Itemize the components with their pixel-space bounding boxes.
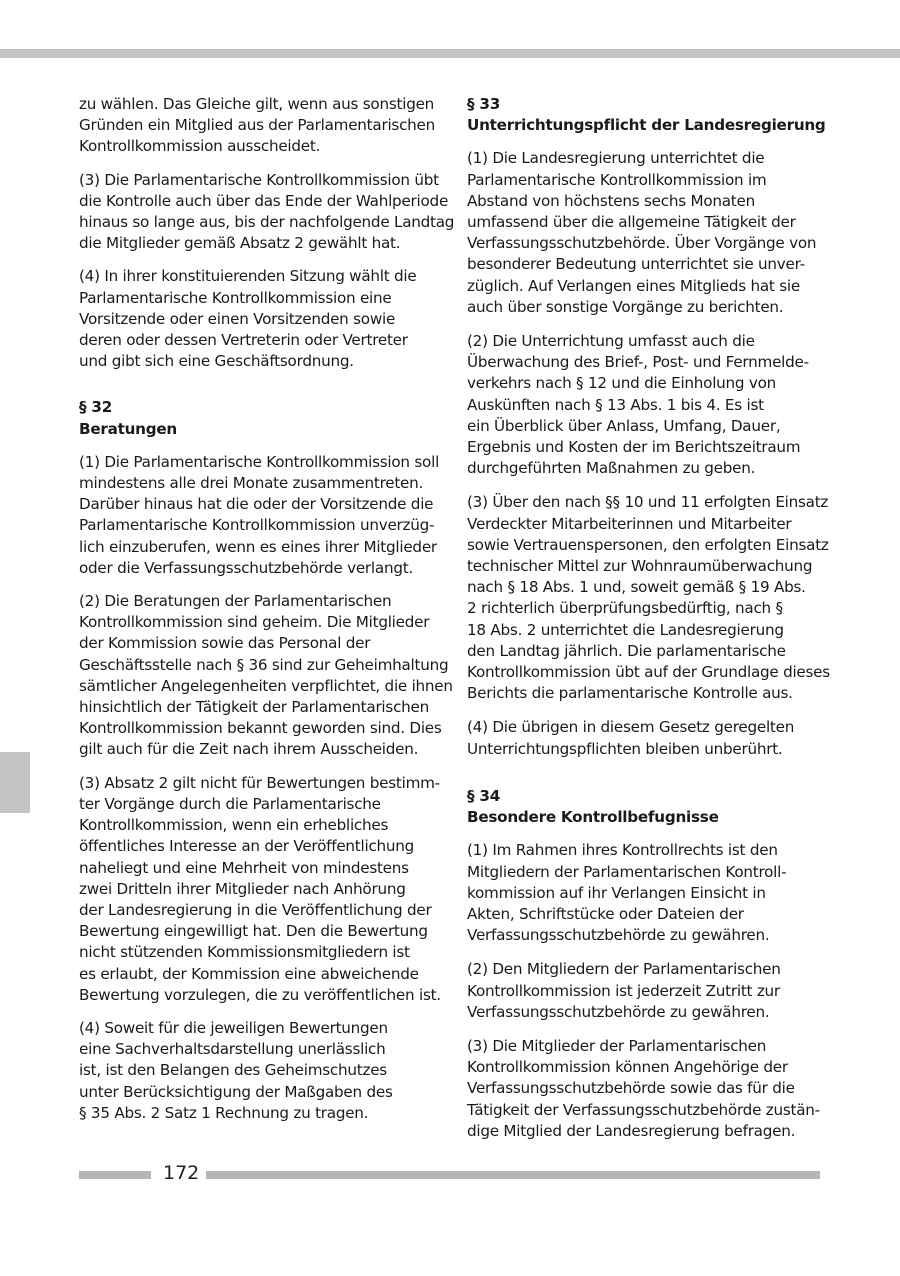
- text-line: Kontrollkommission bekannt geworden sind. Dies: [79, 719, 442, 738]
- text-line: (1) Im Rahmen ihres Kontrollrechts ist den: [467, 841, 778, 860]
- text-line: Gründen ein Mitglied aus der Parlamentarischen: [79, 116, 436, 135]
- text-line: sowie Vertrauenspersonen, den erfolgten Einsatz: [467, 535, 829, 554]
- text-line: der Landesregierung in die Veröffentlichung der: [79, 900, 432, 919]
- text-line: (3) Absatz 2 gilt nicht für Bewertungen bestimm-: [79, 773, 440, 792]
- text-line: (1) Die Parlamentarische Kontrollkommission soll: [79, 452, 440, 471]
- text-line: und gibt sich eine Geschäftsordnung.: [79, 352, 354, 371]
- paragraph-2: [79, 591, 453, 761]
- text-line: züglich. Auf Verlangen eines Mitglieds hat sie: [467, 276, 800, 295]
- paragraph-1: [467, 148, 819, 318]
- text-line: Verfassungsschutzbehörde zu gewähren.: [467, 1002, 770, 1021]
- text-line: hinaus so lange aus, bis der nachfolgende Landtag: [79, 213, 455, 232]
- text-line: naheliegt und eine Mehrheit von mindestens: [79, 858, 409, 877]
- text-line: eine Sachverhaltsdarstellung unerlässlich: [79, 1040, 386, 1059]
- text-line: (2) Die Beratungen der Parlamentarischen: [79, 592, 392, 611]
- text-line: Parlamentarische Kontrollkommission unverzüg-: [79, 516, 435, 535]
- footer-rule-right: [206, 1171, 820, 1179]
- text-line: Abstand von höchstens sechs Monaten: [467, 191, 755, 210]
- text-line: mindestens alle drei Monate zusammentreten.: [79, 474, 424, 493]
- text-line: die Kontrolle auch über das Ende der Wahlperiode: [79, 191, 449, 210]
- text-line: besonderer Bedeutung unterrichtet sie unver-: [467, 255, 805, 274]
- paragraph: [79, 94, 436, 158]
- text-line: (4) Soweit für die jeweiligen Bewertungen: [79, 1018, 388, 1037]
- text-line: es erlaubt, der Kommission eine abweichende: [79, 964, 419, 983]
- text-line: den Landtag jährlich. Die parlamentarische: [467, 641, 786, 660]
- text-line: nach § 18 Abs. 1 und, soweit gemäß § 19 Abs.: [467, 578, 806, 597]
- section-title: Besondere Kontrollbefugnisse: [467, 808, 719, 827]
- paragraph-2: [467, 331, 819, 479]
- text-line: technischer Mittel zur Wohnraumüberwachung: [467, 557, 813, 576]
- text-line: nicht stützenden Kommissionsmitgliedern ist: [79, 943, 410, 962]
- paragraph-4: [79, 266, 431, 372]
- paragraph-2: [467, 959, 819, 1023]
- text-line: umfassend über die allgemeine Tätigkeit der: [467, 213, 796, 232]
- paragraph-3: [467, 492, 830, 704]
- text-line: (3) Die Mitglieder der Parlamentarischen: [467, 1036, 767, 1055]
- text-line: (2) Den Mitgliedern der Parlamentarischen: [467, 960, 781, 979]
- text-line: Kontrollkommission ist jederzeit Zutritt zur: [467, 981, 780, 1000]
- text-line: (4) In ihrer konstituierenden Sitzung wählt die: [79, 267, 417, 286]
- text-line: durchgeführten Maßnahmen zu geben.: [467, 459, 756, 478]
- text-line: Kontrollkommission sind geheim. Die Mitglieder: [79, 613, 430, 632]
- text-line: Bewertung eingewilligt hat. Den die Bewertung: [79, 922, 428, 941]
- text-line: öffentliches Interesse an der Veröffentlichung: [79, 837, 415, 856]
- text-line: Berichts die parlamentarische Kontrolle aus.: [467, 684, 793, 703]
- text-line: 2 richterlich überprüfungsbedürftig, nach §: [467, 599, 783, 618]
- section-title: Unterrichtungspflicht der Landesregierung: [467, 116, 826, 135]
- text-line: sämtlicher Angelegenheiten verpflichtet, die ihnen: [79, 676, 453, 695]
- text-line: Geschäftsstelle nach § 36 sind zur Geheimhaltung: [79, 655, 449, 674]
- section-34-heading: [467, 786, 819, 828]
- text-line: Verfassungsschutzbehörde. Über Vorgänge von: [467, 234, 817, 253]
- text-line: die Mitglieder gemäß Absatz 2 gewählt hat.: [79, 234, 401, 253]
- text-line: deren oder dessen Vertreterin oder Vertreter: [79, 331, 408, 350]
- right-column: [467, 94, 830, 1155]
- text-line: hinsichtlich der Tätigkeit der Parlamentarischen: [79, 698, 430, 717]
- paragraph-1: [79, 452, 440, 579]
- text-line: ein Überblick über Anlass, Umfang, Dauer,: [467, 416, 781, 435]
- text-line: ist, ist den Belangen des Geheimschutzes: [79, 1061, 387, 1080]
- text-line: unter Berücksichtigung der Maßgaben des: [79, 1082, 393, 1101]
- paragraph-3: [467, 1036, 819, 1142]
- text-line: (3) Die Parlamentarische Kontrollkommission übt: [79, 170, 439, 189]
- paragraph-4: [467, 717, 819, 759]
- side-thumb-tab: [0, 752, 30, 813]
- section-number: § 33: [467, 95, 501, 113]
- text-line: Bewertung vorzulegen, die zu veröffentlichen ist.: [79, 985, 441, 1004]
- text-line: oder die Verfassungsschutzbehörde verlangt.: [79, 558, 413, 577]
- paragraph-3: [79, 170, 455, 255]
- text-line: auch über sonstige Vorgänge zu berichten.: [467, 297, 784, 316]
- text-line: Verdeckter Mitarbeiterinnen und Mitarbeiter: [467, 514, 792, 533]
- text-line: Auskünften nach § 13 Abs. 1 bis 4. Es ist: [467, 395, 764, 414]
- text-line: dige Mitglied der Landesregierung befragen.: [467, 1121, 796, 1140]
- section-number: § 34: [467, 786, 501, 805]
- text-line: Kontrollkommission übt auf der Grundlage dieses: [467, 663, 830, 682]
- text-line: kommission auf ihr Verlangen Einsicht in: [467, 883, 766, 902]
- text-line: gilt auch für die Zeit nach ihrem Ausscheiden.: [79, 740, 419, 759]
- text-line: Akten, Schriftstücke oder Dateien der: [467, 904, 744, 923]
- text-line: Darüber hinaus hat die oder der Vorsitzende die: [79, 495, 434, 514]
- left-column: [79, 94, 455, 1136]
- text-line: Kontrollkommission ausscheidet.: [79, 137, 321, 156]
- paragraph-4: [79, 1018, 431, 1124]
- footer-rule-left: [79, 1171, 151, 1179]
- page-number: 172: [163, 1162, 200, 1184]
- section-number: § 32: [79, 398, 113, 417]
- text-line: 18 Abs. 2 unterrichtet die Landesregierung: [467, 620, 784, 639]
- text-line: lich einzuberufen, wenn es eines ihrer Mitglieder: [79, 537, 437, 556]
- text-line: Mitgliedern der Parlamentarischen Kontroll-: [467, 862, 787, 881]
- paragraph-3: [79, 773, 441, 1006]
- text-line: Überwachung des Brief-, Post- und Fernmelde-: [467, 353, 809, 372]
- text-line: Kontrollkommission, wenn ein erhebliches: [79, 816, 389, 835]
- text-line: Kontrollkommission können Angehörige der: [467, 1058, 788, 1077]
- text-line: Parlamentarische Kontrollkommission eine: [79, 288, 392, 307]
- text-line: Unterrichtungspflichten bleiben unberührt.: [467, 739, 783, 758]
- text-line: (4) Die übrigen in diesem Gesetz geregelten: [467, 718, 795, 737]
- text-line: § 35 Abs. 2 Satz 1 Rechnung zu tragen.: [79, 1103, 369, 1122]
- text-line: Verfassungsschutzbehörde sowie das für die: [467, 1079, 795, 1098]
- top-rule: [0, 49, 900, 58]
- text-line: der Kommission sowie das Personal der: [79, 634, 371, 653]
- section-33-heading: [467, 94, 826, 136]
- text-line: Verfassungsschutzbehörde zu gewähren.: [467, 926, 770, 945]
- text-line: zwei Dritteln ihrer Mitglieder nach Anhörung: [79, 879, 406, 898]
- text-line: Vorsitzende oder einen Vorsitzenden sowie: [79, 309, 396, 328]
- text-line: (2) Die Unterrichtung umfasst auch die: [467, 332, 755, 351]
- text-line: Parlamentarische Kontrollkommission im: [467, 170, 767, 189]
- section-title: Beratungen: [79, 419, 177, 438]
- paragraph-1: [467, 840, 819, 946]
- text-line: ter Vorgänge durch die Parlamentarische: [79, 794, 381, 813]
- text-line: zu wählen. Das Gleiche gilt, wenn aus sonstigen: [79, 95, 435, 113]
- text-line: verkehrs nach § 12 und die Einholung von: [467, 374, 777, 393]
- text-line: Tätigkeit der Verfassungsschutzbehörde zustän-: [467, 1100, 820, 1119]
- text-line: Ergebnis und Kosten der im Berichtszeitraum: [467, 438, 801, 457]
- text-line: (3) Über den nach §§ 10 und 11 erfolgten Einsatz: [467, 493, 829, 512]
- text-line: (1) Die Landesregierung unterrichtet die: [467, 149, 765, 168]
- section-32-heading: [79, 397, 431, 439]
